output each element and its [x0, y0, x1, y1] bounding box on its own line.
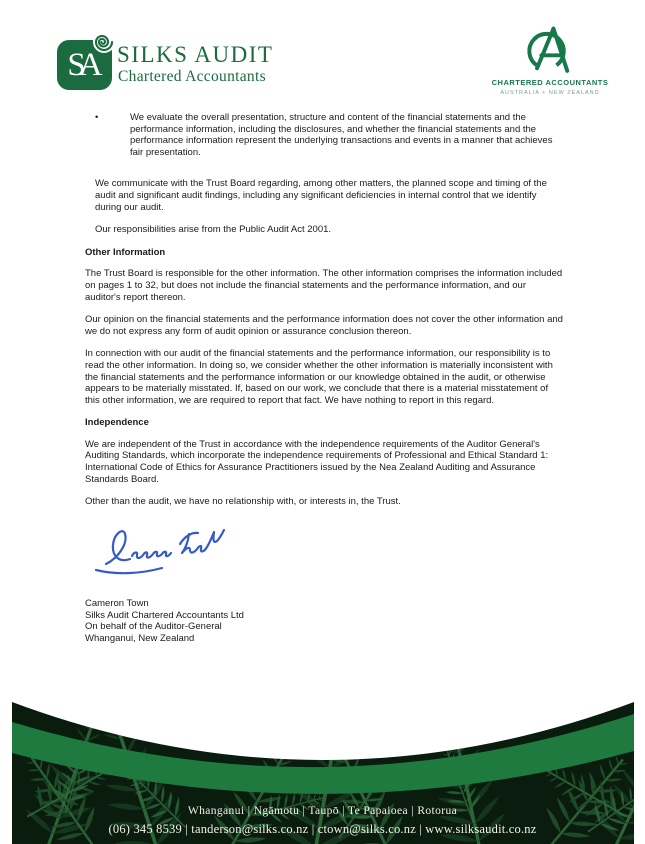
- ca-monogram-icon: [523, 26, 577, 76]
- paragraph-trust-board: The Trust Board is responsible for the other information. The other information comprises the information included on pages 1 to 32, but does not include the financial statements and the performance information, and our auditor's report thereon.: [85, 268, 563, 303]
- paragraph-independence: We are independent of the Trust in accordance with the independence requirements of the Auditor General's Auditing Standards, which incorporate the independence requirements of Professional and Ethical Standard 1: International Code of Ethics for Assurance Practitioners issued by the Nea Zealand Auditing and Assurance Standards Board.: [85, 438, 549, 485]
- bullet-item: [85, 112, 563, 158]
- silks-brand-name: SILKS AUDIT: [117, 42, 274, 67]
- signoff-firm: Silks Audit Chartered Accountants Ltd: [85, 609, 244, 621]
- silks-monogram: SA: [67, 46, 96, 83]
- section-heading-independence: Independence: [85, 417, 149, 429]
- signoff-location: Whanganui, New Zealand: [85, 632, 195, 644]
- signature: [88, 524, 238, 586]
- bullet-text: We evaluate the overall presentation, structure and content of the financial statements and the performance information, including the disclosures, and whether the financial statements and the performance information represent the underlying transactions and events in a manner that achieves fair presentation.: [130, 112, 553, 158]
- ca-logo-text: CHARTERED ACCOUNTANTS: [491, 78, 609, 87]
- signoff-name: Cameron Town: [85, 598, 149, 609]
- document-body: [85, 112, 563, 519]
- paragraph-in-connection: In connection with our audit of the financial statements and the performance information, our responsibility is to read the other information. In doing so, we consider whether the other information is materially inconsistent with the financial statements and the performance information or our knowledge obtained in the audit, or otherwise appears to be materially misstated. If, based on our work, we conclude that there is a material misstatement of this other information, we are required to report that fact. We have nothing to report in this regard.: [85, 348, 553, 406]
- bullet-marker: •: [95, 112, 99, 123]
- section-heading-other-information: Other Information: [85, 246, 166, 258]
- signoff-block: [85, 598, 244, 644]
- signoff-on-behalf: On behalf of the Auditor-General: [85, 621, 222, 633]
- koru-spiral-icon: [92, 30, 116, 54]
- ca-anz-logo: [480, 26, 620, 96]
- ca-logo-subtext: AUSTRALIA + NEW ZEALAND: [500, 90, 600, 96]
- paragraph-opinion-scope: Our opinion on the financial statements and the performance information does not cover the other information and we do not express any form of audit opinion or assurance conclusion thereon.: [85, 314, 563, 337]
- footer-locations: Whanganui | Ngāmotu | Taupō | Te Papaioea | Rotorua: [187, 805, 458, 817]
- footer-contact: (06) 345 8539 | tanderson@silks.co.nz | ctown@silks.co.nz | www.silksaudit.co.nz: [108, 822, 537, 836]
- silks-brand-tagline: Chartered Accountants: [118, 68, 266, 85]
- paragraph-communicate: We communicate with the Trust Board regarding, among other matters, the planned scope and timing of the audit and significant audit findings, including any significant deficiencies in internal control that we identify during our audit.: [95, 178, 547, 213]
- paragraph-no-relationship: Other than the audit, we have no relationship with, or interests in, the Trust.: [85, 496, 401, 508]
- paragraph-responsibilities: Our responsibilities arise from the Public Audit Act 2001.: [95, 224, 332, 236]
